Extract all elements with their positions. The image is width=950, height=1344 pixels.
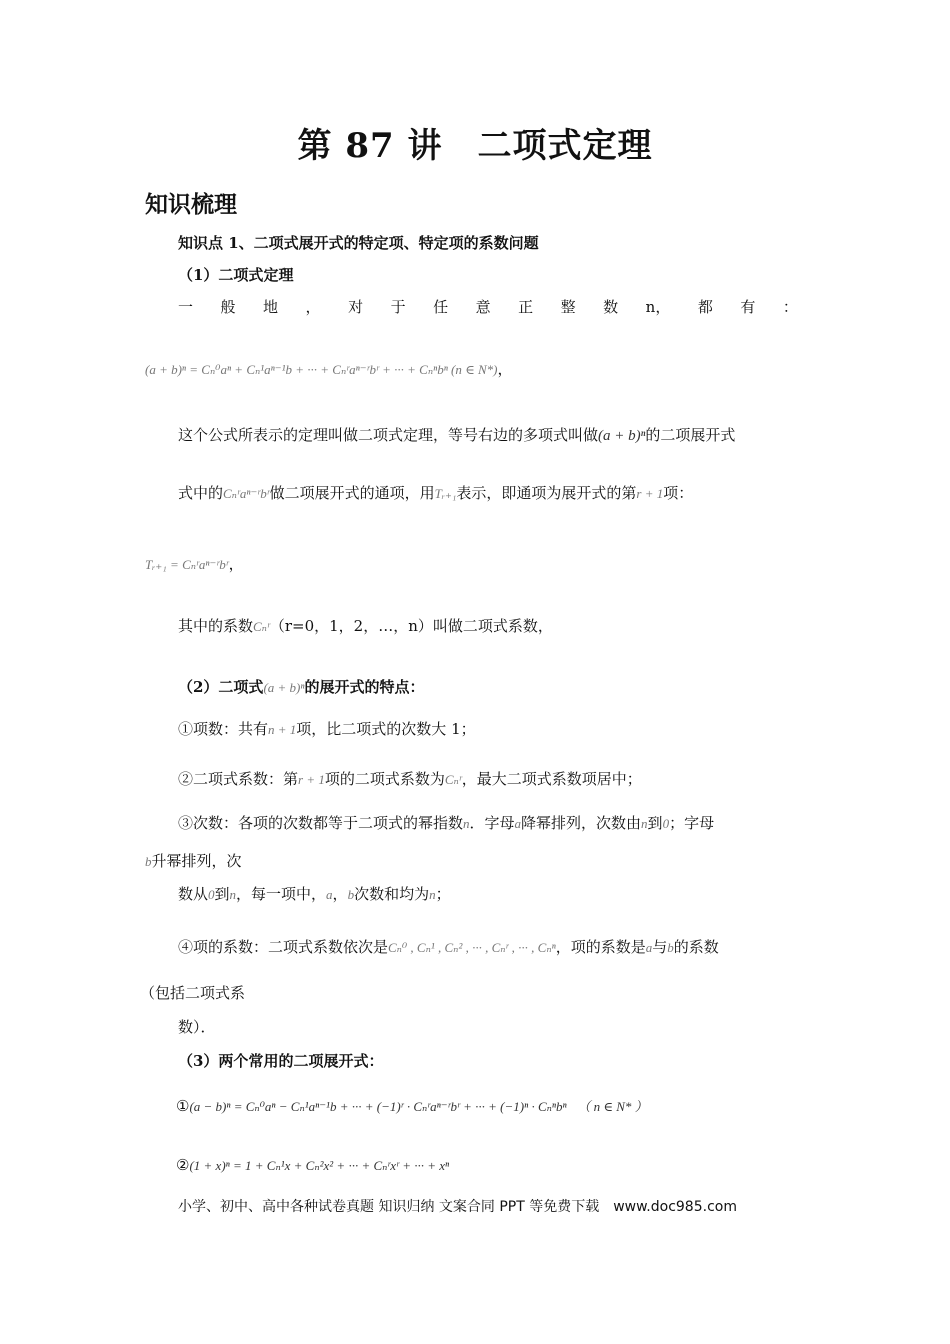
- item2: [178, 768, 642, 789]
- para2-math-T: Tᵣ₊₁: [434, 486, 457, 501]
- para1-math: (a + b)ⁿ: [598, 428, 646, 444]
- sub2-heading: [178, 676, 425, 697]
- coef-math: Cₙʳ: [253, 619, 270, 634]
- item4-math: Cₙ⁰ , Cₙ¹ , Cₙ² , ··· , Cₙʳ , ··· , Cₙⁿ: [388, 940, 556, 955]
- general-term-end: ，: [228, 557, 244, 573]
- item3-text-d: 到: [647, 814, 663, 832]
- item2-text-c: ，最大二项式系数项居中；: [461, 770, 642, 788]
- intro-char: 正: [518, 298, 534, 316]
- item3-line3-m3: a: [326, 887, 333, 902]
- item3-m3: n: [641, 816, 648, 831]
- item3-m2: a: [514, 816, 522, 831]
- item3-line3-b: 到: [214, 885, 230, 903]
- item3-text-b: ．字母: [469, 814, 515, 832]
- item2-text-a: ②二项式系数：第: [178, 770, 299, 788]
- f1-math: (a − b)ⁿ = Cₙ⁰aⁿ − Cₙ¹aⁿ⁻¹b + ··· + (−1)ʳ · Cₙʳaⁿ⁻ʳbʳ + ··· + (−1)ⁿ · Cₙⁿbⁿ: [189, 1099, 567, 1114]
- para1-text-a: 这个公式所表示的定理叫做二项式定理，等号右边的多项式叫做: [178, 426, 599, 444]
- item3-line3-e: 次数和均为: [354, 885, 430, 903]
- intro-char: 意: [475, 298, 491, 316]
- item4-line3: 数）．: [178, 1018, 216, 1036]
- f2-math: (1 + x)ⁿ = 1 + Cₙ¹x + Cₙ²x² + ··· + Cₙʳxʳ + ··· + xⁿ: [189, 1158, 450, 1173]
- coef-text-b: （r=0，1，2，…，n）叫做二项式系数，: [269, 617, 553, 635]
- f2-num: ②: [176, 1156, 190, 1174]
- item3-line3-m5: n: [429, 887, 436, 902]
- para1-text-b: 的二项展开式: [645, 426, 736, 444]
- item2-math-C: Cₙʳ: [444, 772, 462, 787]
- item3-m1: n: [463, 816, 470, 831]
- item3-line2-m: b: [145, 854, 152, 869]
- binomial-theorem-formula: [145, 358, 513, 379]
- item1: [178, 718, 476, 739]
- general-term-formula: [145, 553, 244, 574]
- item3-text-a: ③次数：各项的次数都等于二项式的幂指数: [178, 814, 464, 832]
- item4-text-b: ，项的系数是: [555, 938, 646, 956]
- item1-text-a: ①项数：共有: [178, 720, 269, 738]
- intro-char: 任: [433, 298, 449, 316]
- item3-text-e: ；字母: [669, 814, 715, 832]
- intro-char: 一: [178, 298, 194, 316]
- intro-char: 地: [263, 298, 279, 316]
- coef-line: [178, 615, 553, 636]
- f1-cond: （ n ∈ N* ）: [577, 1099, 648, 1114]
- item3-line3-m4: b: [347, 887, 355, 902]
- item4-m1: a: [645, 940, 653, 955]
- item3-line3-m2: n: [229, 887, 237, 902]
- item3-line3-c: ，每一项中，: [236, 885, 327, 903]
- intro-char: ，: [305, 298, 321, 316]
- item3-m4: 0: [662, 816, 670, 831]
- intro-char: 般: [220, 298, 236, 316]
- item3-line3-a: 数从: [178, 885, 209, 903]
- item3-text-c: 降幂排列，次数由: [521, 814, 642, 832]
- intro-char: n，: [645, 298, 671, 316]
- intro-char: 都: [697, 298, 713, 316]
- para2-text-a: 式中的: [178, 484, 224, 502]
- f1-num: ①: [176, 1097, 190, 1115]
- item4-line1: [178, 936, 719, 957]
- sub1-heading: （1）二项式定理: [178, 266, 294, 284]
- item2-math-r1: r + 1: [298, 772, 325, 787]
- para1: [178, 424, 735, 445]
- page-title: 第 87 讲 二项式定理: [297, 126, 653, 166]
- sub2-heading-math: (a + b)ⁿ: [263, 680, 305, 695]
- item3-line2-text: 升幂排列，次: [151, 852, 242, 870]
- item3-line3: [178, 883, 451, 904]
- item4-text-a: ④项的系数：二项式系数依次是: [178, 938, 389, 956]
- intro-char: 数: [603, 298, 619, 316]
- item3-line3-d: ，: [332, 885, 348, 903]
- item3-line3-m1: 0: [208, 887, 215, 902]
- item3-line2: [145, 850, 242, 871]
- intro-char: ：: [782, 298, 798, 316]
- formula-main: (a + b)ⁿ = Cₙ⁰aⁿ + Cₙ¹aⁿ⁻¹b + ··· + Cₙʳaⁿ⁻ʳbʳ + ··· + Cₙⁿbⁿ (n ∈ N*): [145, 362, 498, 377]
- para2: [178, 482, 693, 503]
- para2-math-r1: r + 1: [636, 486, 664, 501]
- item1-text-b: 项，比二项式的次数大 1；: [296, 720, 476, 738]
- item2-text-b: 项的二项式系数为: [324, 770, 445, 788]
- item4-m2: b: [667, 940, 674, 955]
- formula-a-minus-b: [176, 1096, 648, 1115]
- point1-heading: 知识点 1、二项式展开式的特定项、特定项的系数问题: [178, 234, 539, 252]
- sub3-heading: （3）两个常用的二项展开式：: [178, 1052, 384, 1070]
- para2-text-d: 项：: [663, 484, 694, 502]
- intro-char: 有: [740, 298, 756, 316]
- intro-char: 整: [560, 298, 576, 316]
- formula-end: ，: [497, 362, 513, 378]
- section-heading: 知识梳理: [145, 192, 237, 218]
- footer-text: 小学、初中、高中各种试卷真题 知识归纳 文案合同 PPT 等免费下载 www.doc985.com: [178, 1199, 737, 1215]
- item3-line3-f: ；: [435, 885, 451, 903]
- item4-line2: （包括二项式系: [140, 984, 246, 1002]
- intro-char: 于: [390, 298, 406, 316]
- item3-line1: [178, 812, 714, 833]
- sub2-heading-a: （2）二项式: [178, 678, 264, 696]
- sub2-heading-b: 的展开式的特点：: [304, 678, 425, 696]
- item4-text-d: 的系数: [673, 938, 719, 956]
- item1-math: n + 1: [268, 722, 297, 737]
- para2-text-b: 做二项展开式的通项，用: [269, 484, 435, 502]
- para2-math-term: Cₙʳaⁿ⁻ʳbʳ: [223, 486, 270, 501]
- intro-line: [178, 296, 798, 317]
- formula-1-plus-x: [176, 1156, 449, 1174]
- item4-text-c: 与: [652, 938, 668, 956]
- coef-text-a: 其中的系数: [178, 617, 254, 635]
- intro-char: 对: [348, 298, 364, 316]
- general-term: Tᵣ₊₁ = Cₙʳaⁿ⁻ʳbʳ: [145, 557, 229, 572]
- para2-text-c: 表示，即通项为展开式的第: [456, 484, 637, 502]
